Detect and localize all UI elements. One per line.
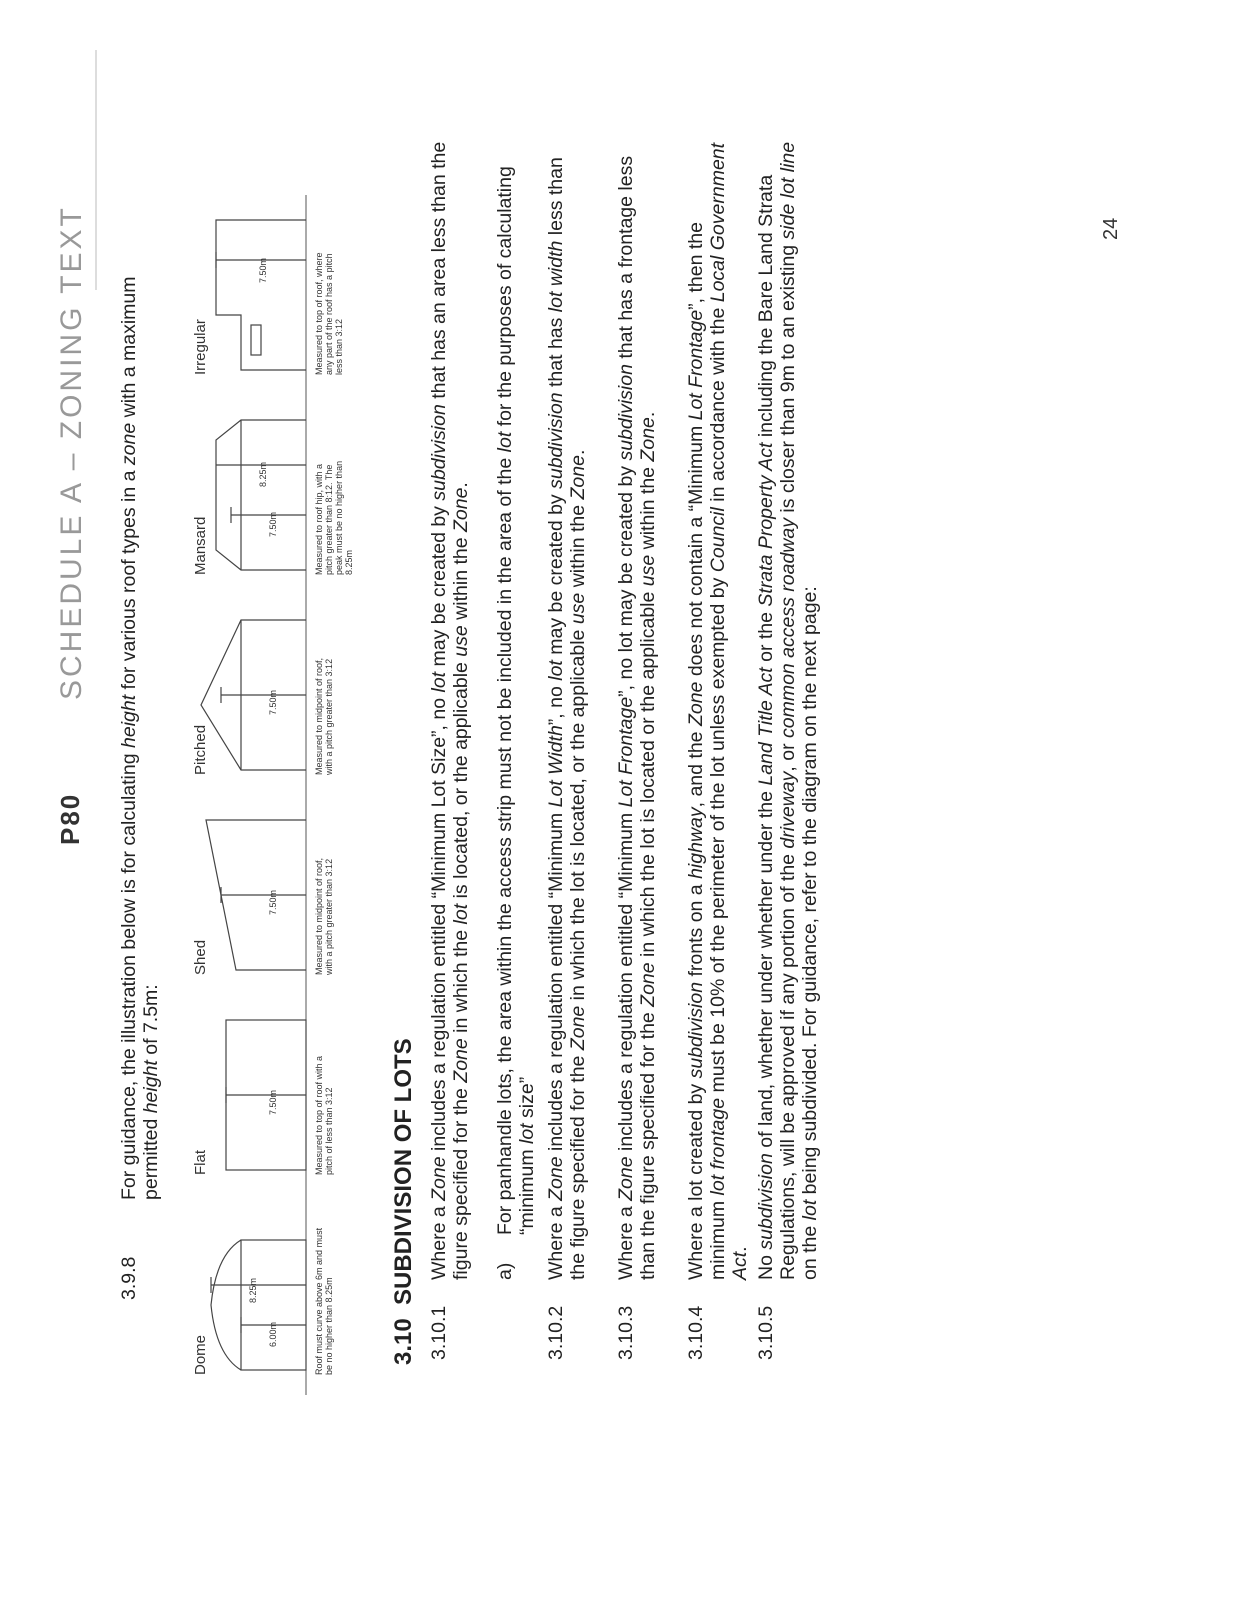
clause-number: 3.10.5 — [755, 1305, 777, 1360]
clause-part: Zone — [450, 1038, 472, 1083]
dim-label: 7.50m — [268, 1089, 278, 1115]
roof-caption-pitched: Measured to midpoint of roof, with a pitch greater than 3:12 — [314, 657, 334, 775]
clause-part: , and the — [685, 726, 707, 808]
roof-label-irregular: Irregular — [192, 319, 209, 375]
roof-label-flat: Flat — [192, 1149, 209, 1175]
section-number: 3.10 — [390, 1318, 417, 1365]
clause-text — [615, 140, 659, 1280]
guidance-text-part: zone — [118, 422, 140, 466]
clause-part: within the — [567, 499, 589, 593]
clause-part: Lot Width — [545, 725, 567, 808]
guidance-text-part: height — [118, 694, 140, 748]
clause-part: that has — [545, 312, 567, 393]
clause-part: for the purposes of calculating “minimum — [494, 166, 538, 1235]
page-number: 24 — [1100, 217, 1122, 240]
clause-part: of land, whether under whether under the — [755, 785, 777, 1154]
dim-label: 8.25m — [248, 1277, 258, 1303]
clause-part: . — [567, 449, 589, 456]
clause-part: size” — [516, 1076, 538, 1124]
clause-part: is located, or the applicable — [450, 656, 472, 904]
flat-roof-diagram — [226, 1020, 306, 1170]
roof-label-dome: Dome — [192, 1334, 209, 1375]
clause-part: lot frontage — [707, 1097, 729, 1196]
clause-part: use — [450, 625, 472, 657]
guidance-text-part: For guidance, the illustration below is for calculating — [118, 748, 140, 1200]
clause-part: subdivision — [428, 404, 450, 501]
clause-part: Zone — [685, 681, 707, 727]
clause-part: Council — [707, 507, 729, 573]
clause-part: being subdivided. For guidance, refer to the diagram on the next page: — [799, 586, 821, 1200]
clause-part: Zone — [545, 1156, 567, 1201]
clause-part: . — [637, 411, 659, 418]
clause-part: Where a — [545, 1200, 567, 1280]
scan-artifact-line — [95, 50, 97, 290]
clause-part: must be 10% of the perimeter of the lot unless exempted by — [707, 572, 729, 1098]
clause-part: . — [729, 1246, 751, 1252]
clause-part: including the Bare Land Strata Regulations, will be approved if any portion of the — [755, 174, 799, 1280]
clause-part: less than the figure specified for the — [545, 157, 589, 1280]
clause-part: , or — [777, 738, 799, 772]
clause-part: Local Government Act — [707, 142, 751, 1280]
clause-part: or the — [755, 606, 777, 668]
clause-part: Zone — [637, 417, 659, 462]
clause-number: 3.10.1 — [428, 1305, 450, 1360]
clause-number: 3.10.2 — [545, 1305, 567, 1360]
clause-text — [685, 140, 751, 1280]
roof-caption-flat: Measured to top of roof with a pitch of less than 3:12 — [314, 1055, 334, 1175]
clause-part: use — [637, 554, 659, 587]
clause-part: No — [755, 1249, 777, 1280]
shed-roof-diagram — [206, 820, 306, 970]
roof-caption-irregular: Measured to top of roof, where any part of the roof has a pitch less than 3:12 — [314, 252, 344, 375]
guidance-text-part: of 7.5m: — [140, 984, 162, 1061]
clause-part: Zone — [450, 487, 472, 533]
clause-part: lot — [545, 660, 567, 681]
roof-caption-shed: Measured to midpoint of roof, with a pitch greater than 3:12 — [314, 857, 334, 975]
clause-part: Zone — [615, 1156, 637, 1201]
clause-part: highway — [685, 807, 707, 879]
clause-part: subdivision — [545, 392, 567, 489]
guidance-number: 3.9.8 — [118, 1256, 140, 1300]
dome-roof-diagram — [211, 1240, 306, 1370]
clause-part: may be created by — [428, 500, 450, 672]
clause-part: Lot Frontage — [615, 696, 637, 808]
clause-part: Zone — [428, 1156, 450, 1201]
clause-part: fronts on a — [685, 878, 707, 982]
clause-part: within the — [450, 532, 472, 626]
clause-part: subdivision — [685, 981, 707, 1079]
dim-label: 6.00m — [268, 1321, 278, 1347]
roof-caption-mansard: Measured to roof hip, with a pitch greater than 8:12. The peak must be no higher than 8.25m — [314, 460, 354, 575]
clause-part: lot width — [545, 240, 567, 313]
dim-label: 8.25m — [258, 461, 268, 487]
dim-label: 7.50m — [258, 257, 268, 283]
section-title: SUBDIVISION OF LOTS — [390, 1038, 417, 1305]
clause-part: ”, no lot may be created by — [615, 460, 637, 697]
mansard-roof-diagram — [216, 420, 306, 570]
roof-label-pitched: Pitched — [192, 724, 209, 775]
dim-label: 7.50m — [268, 511, 278, 537]
clause-part: is closer than 9m to an existing — [777, 239, 799, 518]
roof-label-shed: Shed — [192, 939, 209, 975]
clause-part: in accordance with the — [707, 302, 729, 508]
clause-part: lot — [428, 671, 450, 693]
clause-number: 3.10.4 — [685, 1305, 707, 1360]
clause-part: use — [567, 592, 589, 625]
subclause-letter: a) — [494, 1262, 516, 1280]
pitched-roof-diagram — [201, 620, 306, 770]
clause-part: includes a regulation entitled “Minimum Lot Size”, no — [428, 692, 450, 1157]
guidance-text-part: for various roof types in a — [118, 465, 140, 695]
clause-part: subdivision — [615, 364, 637, 461]
clause-part: in which the lot is located, or the applicable — [567, 624, 589, 1006]
roof-types-drawing — [196, 195, 361, 1395]
clause-part: that has a frontage less than the figure specified for the — [615, 155, 659, 1280]
clause-part: on the — [799, 1220, 821, 1280]
header-code: P80 — [55, 792, 85, 845]
dim-label: 7.50m — [268, 889, 278, 915]
clause-part: Strata Property Act — [755, 442, 777, 607]
clause-part: Zone — [567, 1005, 589, 1051]
guidance-text-part: height — [140, 1060, 162, 1114]
clause-part: common access roadway — [777, 518, 799, 739]
clause-text — [545, 140, 589, 1280]
clause-part: lot — [494, 431, 516, 453]
clause-part: . — [450, 482, 472, 488]
clause-part: Land Title Act — [755, 667, 777, 786]
clause-part: does not contain a “Minimum — [685, 420, 707, 682]
roof-types-illustration — [192, 195, 361, 1395]
subclause-text — [494, 140, 538, 1235]
clause-part: lot — [799, 1199, 821, 1221]
header-title: SCHEDULE A – ZONING TEXT — [55, 205, 88, 700]
roof-label-mansard: Mansard — [192, 516, 209, 575]
clause-part: lot — [450, 903, 472, 925]
clause-part: in which the — [450, 924, 472, 1039]
clause-text — [428, 140, 472, 1280]
clause-part: driveway — [777, 771, 799, 849]
clause-part: Where a — [615, 1200, 637, 1280]
guidance-text-part: with a maximum permitted — [118, 276, 162, 1200]
clause-part: that has an area less than the figure specified for the — [428, 141, 472, 1280]
clause-part: in which the lot is located or the applicable — [637, 586, 659, 963]
clause-part: ”, no — [545, 680, 567, 726]
clause-part: side lot line — [777, 141, 799, 240]
clause-part: subdivision — [755, 1153, 777, 1250]
clause-part: ”, then the minimum — [685, 222, 729, 1280]
guidance-text — [118, 200, 162, 1200]
clause-text — [755, 140, 821, 1280]
clause-number: 3.10.3 — [615, 1305, 637, 1360]
clause-part: includes a regulation entitled “Minimum — [545, 807, 567, 1157]
dim-label: 7.50m — [268, 689, 278, 715]
clause-part: For panhandle lots, the area within the access strip must not be included in the area of the — [494, 452, 516, 1235]
clause-part: Lot Frontage — [685, 309, 707, 421]
clause-part: Where a — [428, 1200, 450, 1280]
clause-part: includes a regulation entitled “Minimum — [615, 807, 637, 1157]
clause-part: Where a lot created by — [685, 1078, 707, 1280]
clause-part: may be created by — [545, 488, 567, 661]
clause-part: within the — [637, 461, 659, 555]
roof-caption-dome: Roof must curve above 6m and must be no higher than 8.25m — [314, 1227, 334, 1375]
clause-part: lot — [516, 1123, 538, 1144]
clause-part: Zone — [567, 455, 589, 500]
irregular-roof-diagram — [216, 220, 306, 370]
clause-part: Zone — [637, 962, 659, 1007]
